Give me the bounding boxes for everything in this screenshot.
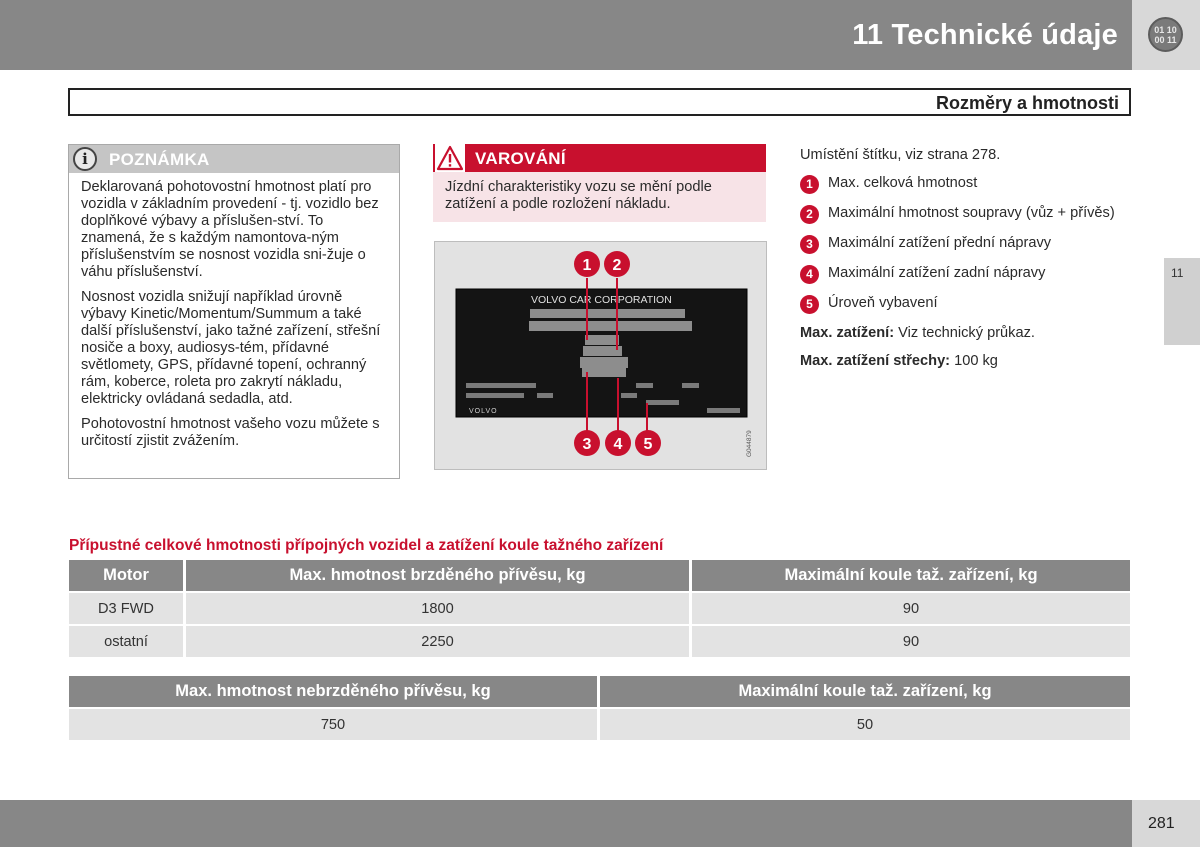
plate-logo: VOLVO [469,408,498,415]
table-row [69,626,1130,657]
plate-text: VOLVO CAR CORPORATION [531,294,672,306]
callout-5-label: 5 [643,436,653,453]
legend-item [800,264,1130,282]
max-roof-load-line [800,352,1130,370]
info-icon: i [73,147,97,171]
plate-bar [682,383,699,388]
plate-bar [530,309,685,318]
legend-number: 4 [800,265,819,284]
table-cell: 50 [600,709,1130,740]
chapter-side-tab [1164,258,1200,345]
vehicle-plate-figure [434,241,767,470]
section-title: Rozměry a hmotnosti [935,93,1119,113]
legend-text: Maximální hmotnost soupravy (vůz + přívěs) [828,205,1115,221]
table-row [69,709,1130,740]
legend-text: Maximální zatížení přední nápravy [828,235,1052,251]
note-paragraph: Deklarovaná pohotovostní hmotnost platí pro vozidla v základním provedení - tj. vozidlo bez doplňkové výbavy a příslušen-ství. To znamená, že s každým namontova-ným příslušenstvím se nosnost vozidla sni-žuje o váhu příslušenství. [81,179,379,280]
unbraked-trailer-table [66,674,1133,742]
footer-bar [0,800,1132,847]
table-cell: 90 [692,626,1130,657]
column-header: Max. hmotnost nebrzděného přívěsu, kg [69,676,597,707]
plate-bar [621,393,637,398]
warning-label: VAROVÁNÍ [475,149,566,168]
page-number: 281 [1148,815,1175,832]
chapter-corner [1132,0,1200,70]
warning-text: Jízdní charakteristiky vozu se mění podle zatížení a podle rozložení nákladu. [445,179,712,212]
plate-bar [636,383,653,388]
legend-item [800,204,1130,222]
table-cell: 90 [692,593,1130,624]
table-cell: D3 FWD [69,593,183,624]
max-load-label: Max. zatížení: [800,325,895,341]
plate-bar [707,408,740,413]
callout-2-label: 2 [612,257,622,274]
chapter-11-icon [1148,17,1183,52]
warning-triangle-icon [435,144,465,172]
callout-3 [574,430,600,456]
column-header: Max. hmotnost brzděného přívěsu, kg [186,560,689,591]
callout-3-label: 3 [582,436,592,453]
max-roof-load-label: Max. zatížení střechy: [800,353,951,369]
plate-bar [537,393,553,398]
warning-box [433,144,766,222]
legend-item [800,234,1130,252]
label-legend-column [800,146,1130,380]
note-paragraph: Pohotovostní hmotnost vašeho vozu můžete s určitostí zjistit zvážením. [81,416,380,449]
table-cell: 2250 [186,626,689,657]
legend-item [800,174,1130,192]
max-load-value: Viz technický průkaz. [894,325,1035,341]
column-header: Maximální koule taž. zařízení, kg [600,676,1130,707]
table-cell: ostatní [69,626,183,657]
legend-text: Maximální zatížení zadní nápravy [828,265,1046,281]
legend-number: 5 [800,295,819,314]
plate-bar [580,357,628,368]
legend-number: 1 [800,175,819,194]
chapter-icon-line1: 01 10 [1154,25,1177,35]
table-cell: 750 [69,709,597,740]
callout-4-label: 4 [613,436,623,453]
callout-4 [605,430,631,456]
legend-item [800,294,1130,312]
callout-5 [635,430,661,456]
table-cell: 1800 [186,593,689,624]
note-body [69,173,399,450]
footer-corner [1132,800,1200,847]
braked-trailer-table [66,558,1133,659]
legend-number: 3 [800,235,819,254]
chapter-header-bar [0,0,1132,70]
callout-1-label: 1 [582,257,592,274]
chapter-title: 11 Technické údaje [852,19,1118,51]
legend-text: Úroveň vybavení [828,295,938,311]
table-row [69,593,1130,624]
figure-code: G044879 [746,430,753,457]
table-header-row [69,560,1130,591]
max-roof-load-value: 100 kg [950,353,998,369]
note-label: POZNÁMKA [109,150,210,169]
section-title-box [68,88,1131,116]
note-paragraph: Nosnost vozidla snižují například úrovně výbavy Kinetic/Momentum/Summum a také další příslušenství, jako tažné zařízení, střešní nosiče a boxy, audiosys-tém, přídavné světlomety, GPS, přídavné topení, ochranný rám, koberce, roleta pro zakrytí nákladu, elektricky ovládaná sedadla, atd. [81,289,381,407]
legend-text: Max. celková hmotnost [828,175,978,191]
column-header: Maximální koule taž. zařízení, kg [692,560,1130,591]
note-header [69,145,399,173]
plate-bar [466,383,536,388]
callout-1 [574,251,600,277]
plate-bar [585,335,619,345]
column-header: Motor [69,560,183,591]
side-tab-number: 11 [1171,266,1184,280]
plate-bar [529,321,692,331]
table-header-row [69,676,1130,707]
note-box [68,144,400,479]
label-location-reference: Umístění štítku, viz strana 278. [800,147,1001,163]
chapter-icon-line2: 00 11 [1154,35,1177,45]
towing-table-title: Přípustné celkové hmotnosti přípojných vozidel a zatížení koule tažného zařízení [69,537,664,554]
plate-bar [582,368,626,377]
max-load-line [800,324,1130,342]
callout-2 [604,251,630,277]
legend-number: 2 [800,205,819,224]
plate-bar [466,393,524,398]
plate-bar [646,400,679,405]
warning-header [433,144,766,172]
